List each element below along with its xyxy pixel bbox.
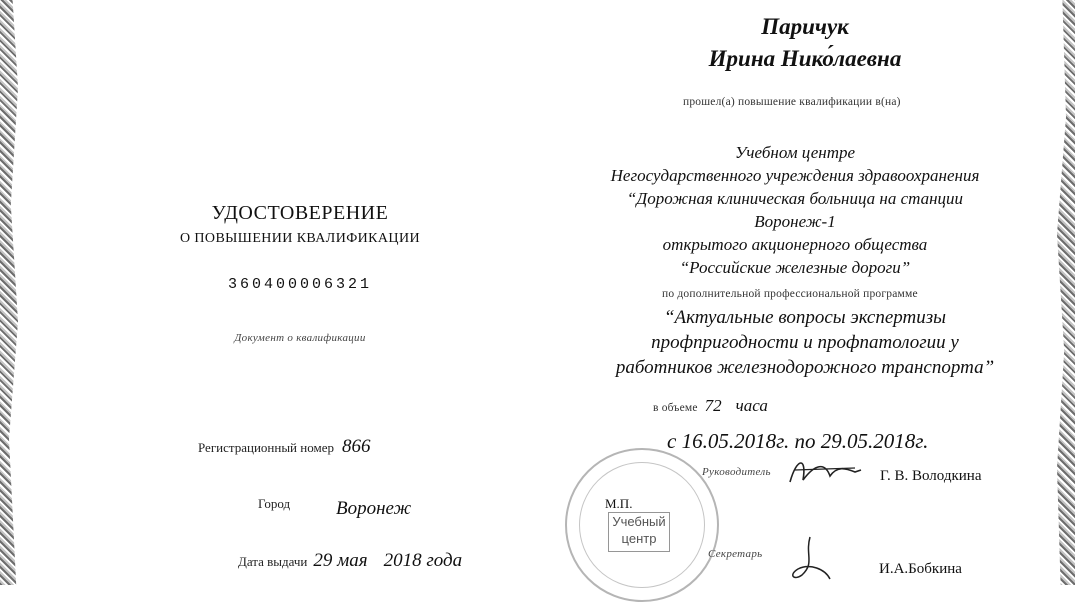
head-label: Руководитель (702, 466, 771, 478)
certificate-subtitle: О ПОВЫШЕНИИ КВАЛИФИКАЦИИ (180, 231, 420, 246)
document-label: Документ о квалификации (234, 332, 366, 344)
volume-value: 72 (704, 396, 722, 415)
registration-label: Регистрационный номер (198, 440, 334, 455)
registration-value: 866 (341, 436, 371, 457)
certificate-title: УДОСТОВЕРЕНИЕ (211, 202, 389, 224)
institution-line: “Российские железные дороги” (679, 258, 911, 277)
secretary-name: И.А.Бобкина (879, 561, 962, 577)
head-signature (785, 452, 865, 492)
volume-row (653, 396, 768, 416)
program-label: по дополнительной профессиональной программе (662, 288, 918, 300)
program-block (565, 305, 1045, 380)
institution-line: “Дорожная клиническая больница на станции (626, 189, 964, 208)
issue-row (238, 550, 462, 572)
certificate-number: 360400006321 (227, 276, 373, 293)
passed-text: прошел(а) повышение квалификации в(на) (683, 96, 901, 108)
recipient-surname: Паричук (761, 14, 849, 39)
program-line: “Актуальные вопросы экспертизы (663, 307, 947, 328)
issue-year: 2018 года (383, 550, 463, 571)
volume-unit: часа (735, 396, 768, 415)
head-name: Г. В. Володкина (880, 468, 982, 484)
institution-block (560, 141, 1030, 279)
secretary-label: Секретарь (708, 548, 763, 560)
city-value: Воронеж (336, 498, 412, 519)
program-line: профпригодности и профпатологии у (651, 332, 959, 353)
issue-day-month: 29 мая (313, 550, 368, 571)
registration-row (198, 436, 370, 458)
secretary-signature (780, 535, 840, 585)
volume-label: в объеме (653, 402, 698, 414)
stamp-line: центр (621, 531, 657, 546)
stamp-line: Учебный (612, 514, 666, 529)
stamp-mp: М.П. (605, 496, 633, 511)
left-page-edge (0, 0, 18, 585)
stamp-box (608, 512, 670, 552)
institution-line: Учебном центре (734, 143, 856, 162)
city-label: Город (258, 496, 291, 511)
recipient-name: Ирина Нико́лаевна (708, 46, 902, 71)
right-page-edge (1057, 0, 1075, 585)
issue-label: Дата выдачи (238, 554, 308, 569)
program-line: работников железнодорожного транспорта” (615, 357, 995, 378)
study-period: с 16.05.2018г. по 29.05.2018г. (667, 429, 929, 453)
institution-line: Негосударственного учреждения здравоохранения (610, 166, 980, 185)
institution-line: открытого акционерного общества (662, 235, 928, 254)
institution-line: Воронеж-1 (754, 212, 836, 231)
